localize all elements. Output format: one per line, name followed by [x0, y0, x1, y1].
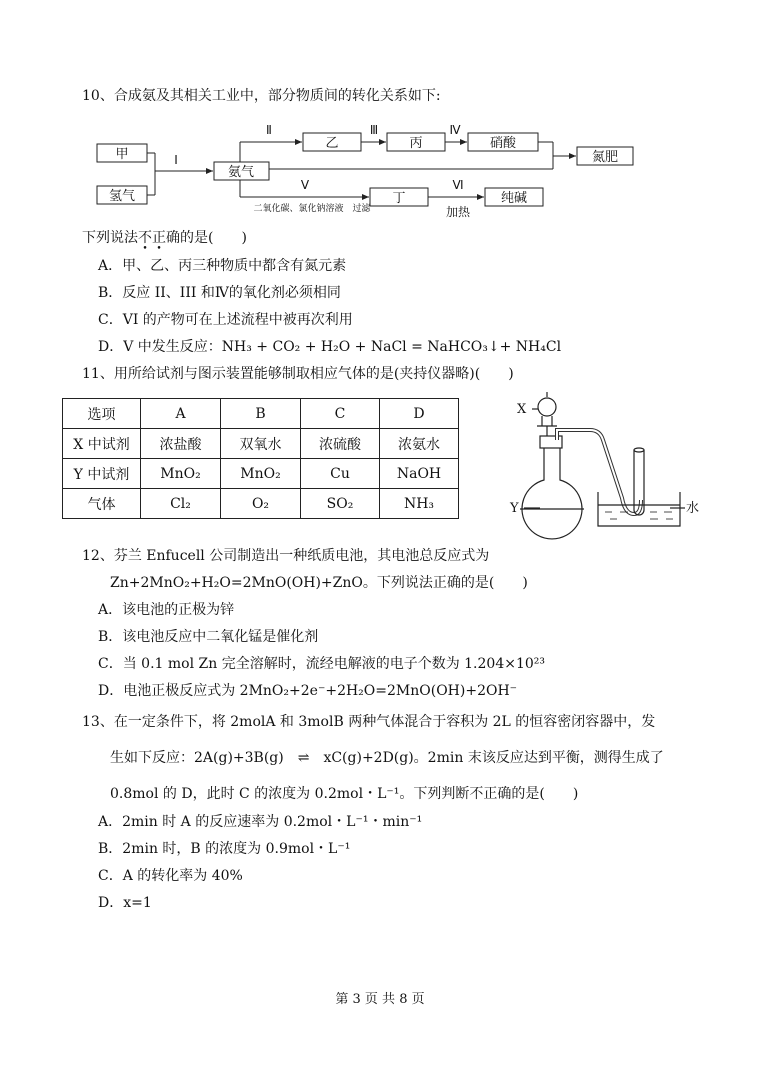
q10-prompt-c: 正	[152, 230, 166, 246]
label-x: X	[517, 402, 527, 417]
label-xiaosuan: 硝酸	[489, 136, 517, 151]
table-cell: Y 中试剂	[63, 459, 141, 489]
table-cell: 浓氨水	[380, 429, 459, 459]
table-cell: D	[380, 399, 459, 429]
table-cell: 浓盐酸	[141, 429, 221, 459]
label-chunjian: 纯碱	[500, 191, 528, 206]
label-ding: 丁	[392, 191, 406, 206]
table-cell: Cu	[301, 459, 380, 489]
table-cell: MnO₂	[141, 459, 221, 489]
table-cell: B	[221, 399, 301, 429]
table-cell: O₂	[221, 489, 301, 519]
page-footer: 第 3 页 共 8 页	[335, 992, 425, 1007]
label-yi: 乙	[325, 136, 339, 151]
label-qingqi: 氢气	[108, 189, 136, 204]
q10-prompt-d: 确的是( )	[166, 230, 247, 246]
q13-option-d: D．x=1	[98, 895, 152, 911]
label-step-v: V	[300, 178, 310, 192]
q13-stem-line2: 生如下反应：2A(g)+3B(g) ⇌ xC(g)+2D(g)。2min 末该反应达到平衡，测得生成了	[110, 750, 664, 766]
label-jia: 甲	[115, 147, 129, 162]
q12-stem-line2: Zn+2MnO₂+H₂O=2MnO(OH)+ZnO。下列说法正确的是( )	[110, 575, 528, 591]
q13-option-b: B．2min 时，B 的浓度为 0.9mol・L⁻¹	[98, 841, 351, 857]
table-cell: 气体	[63, 489, 141, 519]
label-y: Y	[510, 501, 519, 516]
label-step-iv: Ⅳ	[449, 123, 461, 137]
table-cell: NH₃	[380, 489, 459, 519]
q13-stem-line1: 13、在一定条件下，将 2molA 和 3molB 两种气体混合于容积为 2L 的恒容密闭容器中，发	[82, 714, 656, 730]
q10-option-b: B．反应 II、III 和Ⅳ的氧化剂必须相同	[98, 285, 341, 301]
q13-stem-line3: 0.8mol 的 D，此时 C 的浓度为 0.2mol・L⁻¹。下列判断不正确的是( )	[110, 786, 579, 802]
table-cell: A	[141, 399, 221, 429]
label-anqi: 氨气	[227, 165, 255, 180]
q12-option-a: A．该电池的正极为锌	[98, 602, 235, 618]
q13-option-c: C．A 的转化率为 40%	[98, 868, 243, 884]
table-cell: 选项	[63, 399, 141, 429]
table-cell: SO₂	[301, 489, 380, 519]
q10-prompt-b: 不	[138, 230, 152, 246]
table-cell: C	[301, 399, 380, 429]
table-cell: 浓硫酸	[301, 429, 380, 459]
q12-stem-line1: 12、芬兰 Enfucell 公司制造出一种纸质电池，其电池总反应式为	[82, 548, 490, 564]
funnel-bulb	[538, 398, 556, 416]
label-step-ii: Ⅱ	[266, 123, 272, 137]
label-step-vi: Ⅵ	[452, 178, 464, 192]
label-cond-vi: 加热	[445, 205, 471, 219]
table-cell: MnO₂	[221, 459, 301, 489]
label-step-i: I	[174, 153, 178, 167]
q10-stem: 10、合成氨及其相关工业中，部分物质间的转化关系如下:	[82, 88, 441, 104]
q10-option-a: A．甲、乙、丙三种物质中都含有氮元素	[98, 258, 347, 274]
q11-stem: 11、用所给试剂与图示装置能够制取相应气体的是(夹持仪器略)( )	[82, 366, 514, 382]
label-step-iii: Ⅲ	[369, 123, 379, 137]
q12-option-b: B．该电池反应中二氧化锰是催化剂	[98, 629, 319, 645]
round-flask	[522, 448, 582, 539]
q10-prompt-a: 下列说法	[82, 230, 138, 246]
table-cell: 双氧水	[221, 429, 301, 459]
table-cell: X 中试剂	[63, 429, 141, 459]
label-bing: 丙	[409, 136, 423, 151]
q10-option-d: D．V 中发生反应：NH₃ + CO₂ + H₂O + NaCl = NaHCO₃↓+ NH₄Cl	[98, 339, 562, 355]
table-cell: NaOH	[380, 459, 459, 489]
label-cond-v: 二氧化碳、氯化钠溶液 过滤	[253, 204, 371, 214]
q12-option-d: D．电池正极反应式为 2MnO₂+2e⁻+2H₂O=2MnO(OH)+2OH⁻	[98, 683, 518, 699]
label-danfei: 氮肥	[591, 150, 619, 165]
q12-option-c: C．当 0.1 mol Zn 完全溶解时，流经电解液的电子个数为 1.204×10²³	[98, 656, 546, 672]
table-cell: Cl₂	[141, 489, 221, 519]
label-water: 水	[686, 501, 700, 516]
q10-option-c: C．VI 的产物可在上述流程中被再次利用	[98, 312, 353, 328]
q13-option-a: A．2min 时 A 的反应速率为 0.2mol・L⁻¹・min⁻¹	[98, 814, 423, 830]
